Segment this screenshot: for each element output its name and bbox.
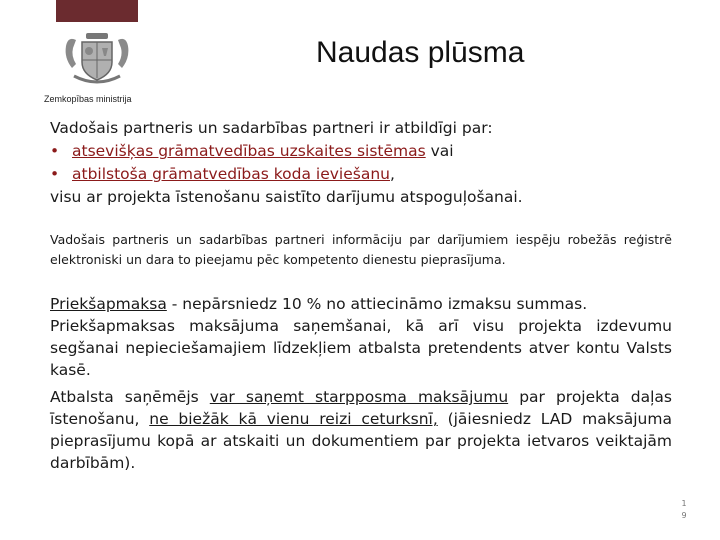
prepayment-account-text: Priekšapmaksas maksājuma saņemšanai, kā arī visu projekta izdevumu segšanai nepieciešamajiem līdzekļiem atbalsta pretendents atver kontu Valsts kasē.	[50, 317, 672, 379]
prepayment-text: nepārsniedz 10 % no attiecināmo izmaksu summas.	[182, 295, 588, 313]
bullet-item	[50, 140, 672, 163]
logo-text: Zemkopības ministrija	[44, 94, 132, 104]
bullet-marker: •	[50, 142, 60, 160]
page-number-digit: 1	[681, 499, 687, 508]
text-part: par projekta daļas īstenošanu,	[50, 388, 672, 428]
page-title: Naudas plūsma	[316, 36, 525, 69]
interim-payment-paragraph	[50, 386, 672, 474]
text-part: Atbalsta saņēmējs	[50, 388, 210, 406]
prepayment-paragraph	[50, 293, 672, 381]
bullet-text: atsevišķas grāmatvedības uzskaites sistēmas	[72, 142, 426, 160]
bullet-text: atbilstoša grāmatvedības koda ieviešanu	[72, 165, 390, 183]
underlined-text: var saņemt starpposma maksājumu	[209, 388, 509, 406]
term-dash: -	[166, 295, 183, 313]
page-number-digit: 9	[681, 511, 687, 520]
intro-line: Vadošais partneris un sadarbības partneri ir atbildīgi par:	[50, 119, 493, 137]
bullet-item	[50, 163, 672, 186]
bullet-marker: •	[50, 165, 60, 183]
coat-of-arms-icon	[62, 30, 132, 90]
page-number	[679, 498, 689, 522]
bullet-suffix: vai	[425, 142, 454, 160]
prepayment-term: Priekšapmaksa	[50, 295, 167, 313]
text-part: (jāiesniedz LAD maksājuma pieprasījumu kopā ar atskaiti un dokumentiem par projekta ietvaros veiktajām darbībām).	[50, 410, 672, 472]
responsibility-paragraph	[50, 117, 672, 209]
ministry-logo	[44, 30, 154, 110]
underlined-text: ne biežāk kā vienu reizi ceturksnī,	[149, 410, 438, 428]
top-color-bar	[56, 0, 138, 22]
closing-line: visu ar projekta īstenošanu saistīto darījumu atspoguļošanai.	[50, 188, 523, 206]
bullet-suffix: ,	[390, 165, 395, 183]
registration-paragraph: Vadošais partneris un sadarbības partneri informāciju par darījumiem iespēju robežās reģistrē elektroniski un dara to pieejamu pēc kompetento dienestu pieprasījuma.	[50, 232, 672, 267]
